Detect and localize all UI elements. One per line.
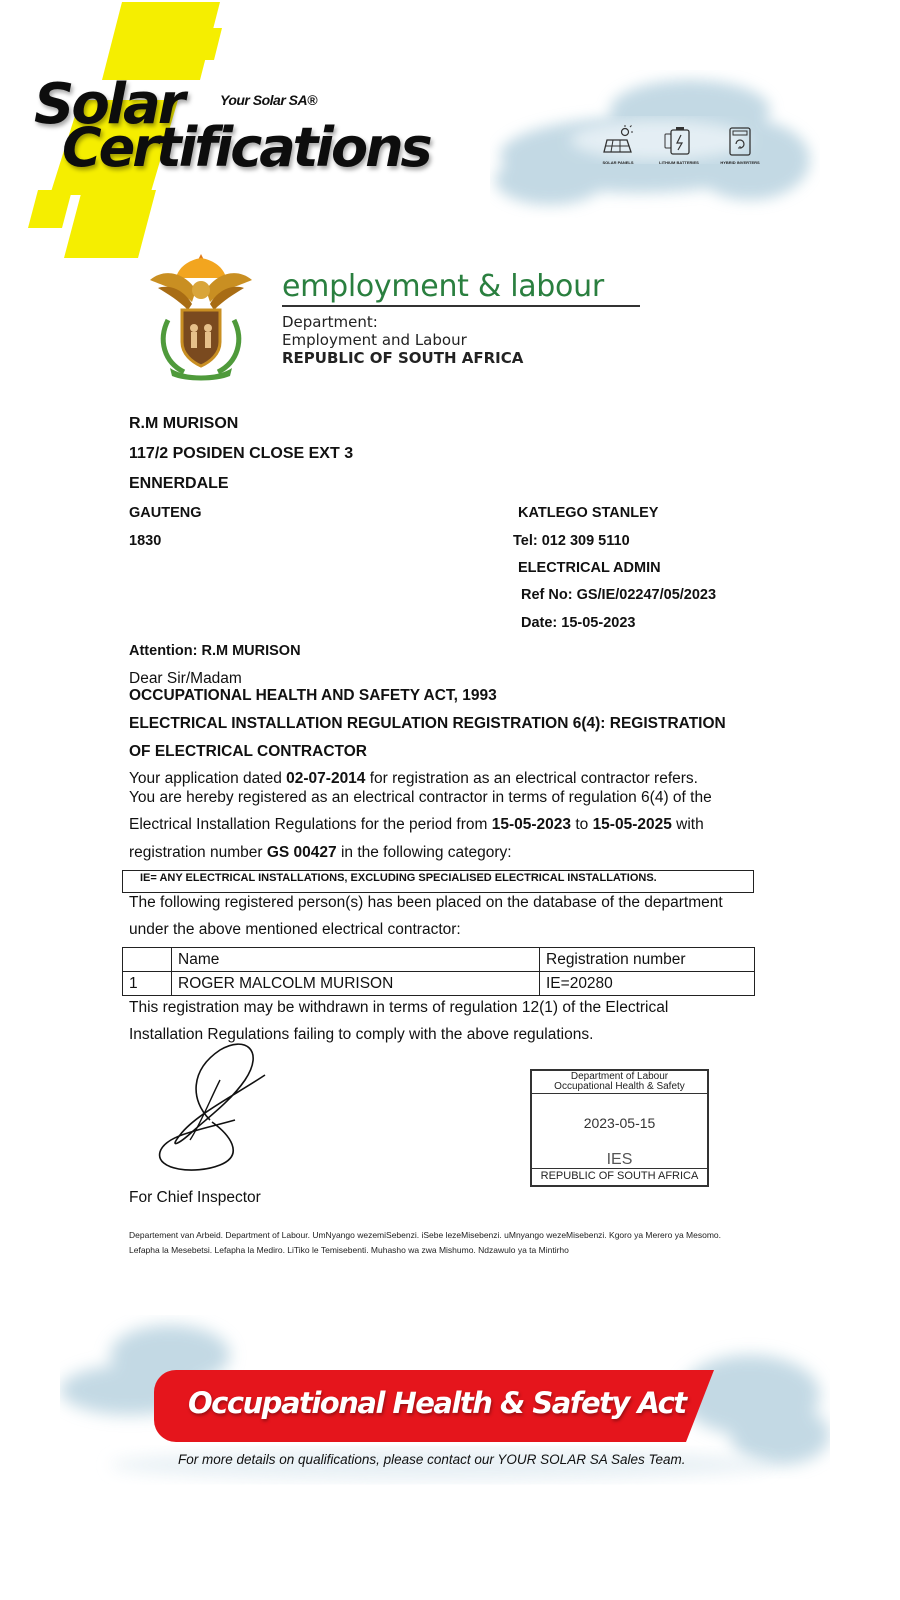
fine-print-line-2: Lefapha la Mesebetsi. Lefapha la Mediro. LiTiko le Temisebenti. Muhasho wa zwa Mishumo. Ndzawulo ya ta Mintirho bbox=[129, 1245, 569, 1255]
registered-persons-table bbox=[122, 947, 755, 996]
paragraph-database: The following registered person(s) has been placed on the database of the department bbox=[129, 894, 723, 911]
registration-number: GS 00427 bbox=[266, 844, 337, 861]
application-date: 02-07-2014 bbox=[286, 770, 366, 787]
official-stamp bbox=[530, 1069, 709, 1187]
attention-line: Attention: R.M MURISON bbox=[129, 643, 301, 659]
product-lithium-batteries bbox=[655, 124, 703, 170]
department-title: employment & labour bbox=[282, 269, 604, 304]
paragraph-withdrawal: This registration may be withdrawn in terms of regulation 12(1) of the Electrical bbox=[129, 999, 669, 1016]
signoff: For Chief Inspector bbox=[129, 1189, 261, 1206]
heading-act: OCCUPATIONAL HEALTH AND SAFETY ACT, 1993 bbox=[129, 687, 497, 704]
text: Your application dated bbox=[129, 770, 287, 787]
footer-contact-note: For more details on qualifications, please contact our YOUR SOLAR SA Sales Team. bbox=[178, 1452, 686, 1467]
text: Electrical Installation Regulations for the period from bbox=[129, 816, 492, 833]
heading-regulation: ELECTRICAL INSTALLATION REGULATION REGISTRATION 6(4): REGISTRATION bbox=[129, 715, 726, 732]
product-icons bbox=[594, 124, 764, 170]
paragraph-period bbox=[129, 816, 704, 834]
table-header-cell: Registration number bbox=[540, 948, 755, 972]
inverter-icon bbox=[723, 124, 757, 158]
product-solar-panels bbox=[594, 124, 642, 170]
paragraph-contractor: under the above mentioned electrical contractor: bbox=[129, 921, 461, 938]
stamp-footer: REPUBLIC OF SOUTH AFRICA bbox=[532, 1168, 707, 1185]
recipient-street: 117/2 POSIDEN CLOSE EXT 3 bbox=[129, 445, 354, 462]
salutation: Dear Sir/Madam bbox=[129, 670, 242, 687]
department-divider bbox=[282, 305, 640, 307]
coat-of-arms-emblem bbox=[144, 250, 258, 382]
table-header-cell: Name bbox=[172, 948, 540, 972]
department-line-2: Employment and Labour bbox=[282, 331, 467, 349]
department-line-3: REPUBLIC OF SOUTH AFRICA bbox=[282, 349, 524, 367]
paragraph-compliance: Installation Regulations failing to comply with the above regulations. bbox=[129, 1026, 594, 1043]
recipient-postal-code: 1830 bbox=[129, 533, 162, 549]
sender-tel: Tel: 012 309 5110 bbox=[513, 533, 630, 549]
brand-tagline: Your Solar SA® bbox=[220, 92, 317, 108]
text: registration number bbox=[129, 844, 267, 861]
period-to: 15-05-2025 bbox=[592, 816, 672, 833]
paragraph-application bbox=[129, 770, 698, 788]
footer-banner-title: Occupational Health & Safety Act bbox=[188, 1386, 686, 1420]
solar-panel-icon bbox=[601, 124, 635, 158]
table-header-row bbox=[123, 948, 755, 972]
table-header-cell bbox=[123, 948, 172, 972]
table-cell: IE=20280 bbox=[540, 972, 755, 996]
letter-date: Date: 15-05-2023 bbox=[521, 615, 636, 631]
sender-name: KATLEGO STANLEY bbox=[518, 505, 659, 521]
product-label: LITHIUM BATTERIES bbox=[659, 160, 699, 165]
text: for registration as an electrical contractor refers. bbox=[365, 770, 698, 787]
product-label: SOLAR PANELS bbox=[602, 160, 634, 165]
text: with bbox=[671, 816, 704, 833]
table-cell: ROGER MALCOLM MURISON bbox=[172, 972, 540, 996]
signature bbox=[150, 1040, 280, 1175]
product-label: HYBRID INVERTERS bbox=[720, 160, 760, 165]
category-box: IE= ANY ELECTRICAL INSTALLATIONS, EXCLUDING SPECIALISED ELECTRICAL INSTALLATIONS. bbox=[122, 870, 754, 893]
stamp-line-1: Department of Labour bbox=[570, 1071, 669, 1082]
brand-line-solar: Solar bbox=[34, 72, 183, 137]
department-line-1: Department: bbox=[282, 313, 378, 331]
stamp-date: 2023-05-15 bbox=[583, 1115, 656, 1131]
recipient-province: GAUTENG bbox=[129, 505, 202, 521]
fine-print-line-1: Departement van Arbeid. Department of Labour. UmNyango wezemiSebenzi. iSebe lezeMisebenzi. uMnyango wezeMisebenzi. Kgoro ya Mererо ya Mesomo. bbox=[129, 1230, 721, 1240]
text: to bbox=[571, 816, 593, 833]
stamp-header bbox=[532, 1071, 707, 1094]
reference-number: Ref No: GS/IE/02247/05/2023 bbox=[521, 587, 717, 603]
recipient-name: R.M MURISON bbox=[129, 415, 239, 432]
brand-line-certifications: Certifications bbox=[62, 116, 430, 179]
stamp-line-2: Occupational Health & Safety bbox=[554, 1081, 685, 1092]
paragraph-registered: You are hereby registered as an electrical contractor in terms of regulation 6(4) of the bbox=[129, 789, 712, 806]
battery-icon bbox=[662, 124, 696, 158]
table-row bbox=[123, 972, 755, 996]
heading-contractor: OF ELECTRICAL CONTRACTOR bbox=[129, 743, 367, 760]
product-hybrid-inverters bbox=[716, 124, 764, 170]
recipient-suburb: ENNERDALE bbox=[129, 475, 229, 492]
paragraph-reg-number bbox=[129, 844, 512, 862]
department-letterhead bbox=[282, 270, 642, 367]
table-cell: 1 bbox=[123, 972, 172, 996]
text: in the following category: bbox=[336, 844, 512, 861]
sender-role: ELECTRICAL ADMIN bbox=[518, 560, 661, 576]
stamp-code: IES bbox=[606, 1151, 633, 1168]
period-from: 15-05-2023 bbox=[491, 816, 572, 833]
